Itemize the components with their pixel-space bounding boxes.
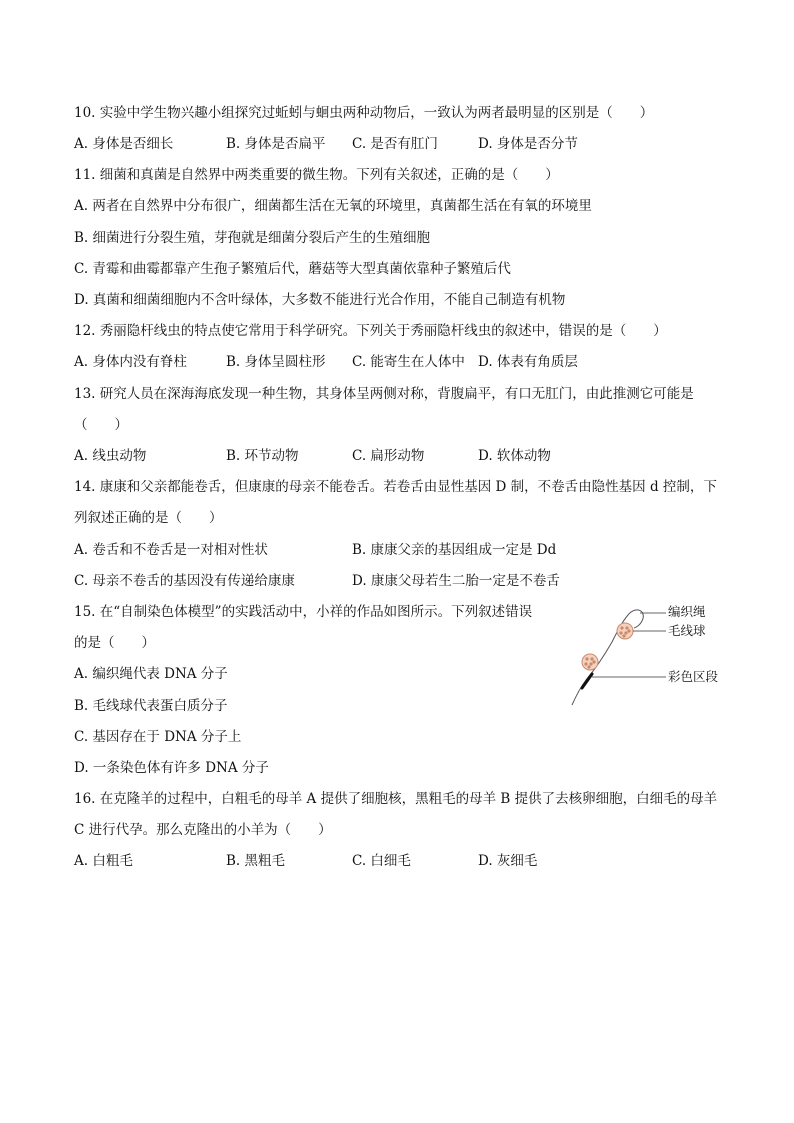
question-13-stem: 13. 研究人员在深海海底发现一种生物，其身体呈两侧对称，背腹扁平，有口无肛门，由此推测它可能是 bbox=[74, 386, 694, 402]
question-16-stem: 16. 在克隆羊的过程中，白粗毛的母羊 A 提供了细胞核，黑粗毛的母羊 B 提供了去核卵细胞，白细毛的母羊 bbox=[74, 791, 718, 807]
q10-option-c: C. 是否有肛门 bbox=[352, 136, 438, 152]
yarn-ball-lower bbox=[582, 654, 598, 670]
q13-option-a: A. 线虫动物 bbox=[74, 448, 147, 464]
q10-option-b: B. 身体是否扁平 bbox=[226, 136, 326, 152]
q14-option-d: D. 康康父母若生二胎一定是不卷舌 bbox=[352, 573, 560, 589]
question-15-stem: 15. 在“自制染色体模型”的实践活动中，小祥的作品如图所示。下列叙述错误 bbox=[74, 604, 533, 620]
q12-option-c: C. 能寄生在人体中 bbox=[352, 354, 465, 370]
q13-option-b: B. 环节动物 bbox=[226, 448, 299, 464]
question-14-stem: 14. 康康和父亲都能卷舌，但康康的母亲不能卷舌。若卷舌由显性基因 D 制，不卷舌由隐性基因 d 控制，下 bbox=[74, 479, 717, 495]
q10-option-a: A. 身体是否细长 bbox=[74, 136, 174, 152]
q14-option-b: B. 康康父亲的基因组成一定是 Dd bbox=[352, 542, 557, 558]
question-10-stem: 10. 实验中学生物兴趣小组探究过蚯蚓与蛔虫两种动物后，一致认为两者最明显的区别是（ ） bbox=[74, 105, 654, 121]
label-braided-rope: 编织绳 bbox=[668, 604, 706, 619]
q14-option-a: A. 卷舌和不卷舌是一对相对性状 bbox=[74, 542, 268, 558]
braided-rope-loop bbox=[634, 612, 643, 628]
q11-option-c: C. 青霉和曲霉都靠产生孢子繁殖后代，蘑菇等大型真菌依靠种子繁殖后代 bbox=[74, 261, 511, 277]
q15-option-d: D. 一条染色体有许多 DNA 分子 bbox=[74, 760, 269, 776]
q11-option-a: A. 两者在自然界中分布很广，细菌都生活在无氧的环境里，真菌都生活在有氧的环境里 bbox=[74, 198, 592, 214]
q13-option-d: D. 软体动物 bbox=[478, 448, 551, 464]
colored-segment bbox=[582, 674, 592, 688]
q12-option-d: D. 体表有角质层 bbox=[478, 354, 578, 370]
q12-option-a: A. 身体内没有脊柱 bbox=[74, 354, 187, 370]
q16-option-b: B. 黑粗毛 bbox=[226, 853, 286, 869]
chromosome-model-figure bbox=[562, 600, 732, 710]
braided-rope-line bbox=[572, 610, 642, 705]
q13-option-c: C. 扁形动物 bbox=[352, 448, 425, 464]
label-colored-segment: 彩色区段 bbox=[668, 669, 719, 684]
q14-option-c: C. 母亲不卷舌的基因没有传递给康康 bbox=[74, 573, 295, 589]
question-15-stem-continued: 的是（ ） bbox=[74, 635, 155, 651]
q15-option-a: A. 编织绳代表 DNA 分子 bbox=[74, 666, 228, 682]
question-13-stem-continued: （ ） bbox=[74, 417, 128, 433]
question-14-stem-continued: 列叙述正确的是（ ） bbox=[74, 510, 223, 526]
q12-option-b: B. 身体呈圆柱形 bbox=[226, 354, 326, 370]
q10-option-d: D. 身体是否分节 bbox=[478, 136, 578, 152]
chromosome-model-drawing bbox=[562, 600, 732, 710]
q11-option-b: B. 细菌进行分裂生殖，芽孢就是细菌分裂后产生的生殖细胞 bbox=[74, 230, 431, 246]
q16-option-d: D. 灰细毛 bbox=[478, 853, 538, 869]
question-12-stem: 12. 秀丽隐杆线虫的特点使它常用于科学研究。下列关于秀丽隐杆线虫的叙述中，错误的是（ ） bbox=[74, 323, 667, 339]
q11-option-d: D. 真菌和细菌细胞内不含叶绿体，大多数不能进行光合作用，不能自己制造有机物 bbox=[74, 292, 566, 308]
q16-option-c: C. 白细毛 bbox=[352, 853, 411, 869]
question-11-stem: 11. 细菌和真菌是自然界中两类重要的微生物。下列有关叙述，正确的是（ ） bbox=[74, 167, 559, 183]
q15-option-b: B. 毛线球代表蛋白质分子 bbox=[74, 698, 228, 714]
question-16-stem-continued: C 进行代孕。那么克隆出的小羊为（ ） bbox=[74, 822, 332, 838]
yarn-ball-upper bbox=[617, 623, 633, 639]
label-yarn-ball: 毛线球 bbox=[668, 623, 706, 638]
q15-option-c: C. 基因存在于 DNA 分子上 bbox=[74, 729, 242, 745]
q16-option-a: A. 白粗毛 bbox=[74, 853, 133, 869]
